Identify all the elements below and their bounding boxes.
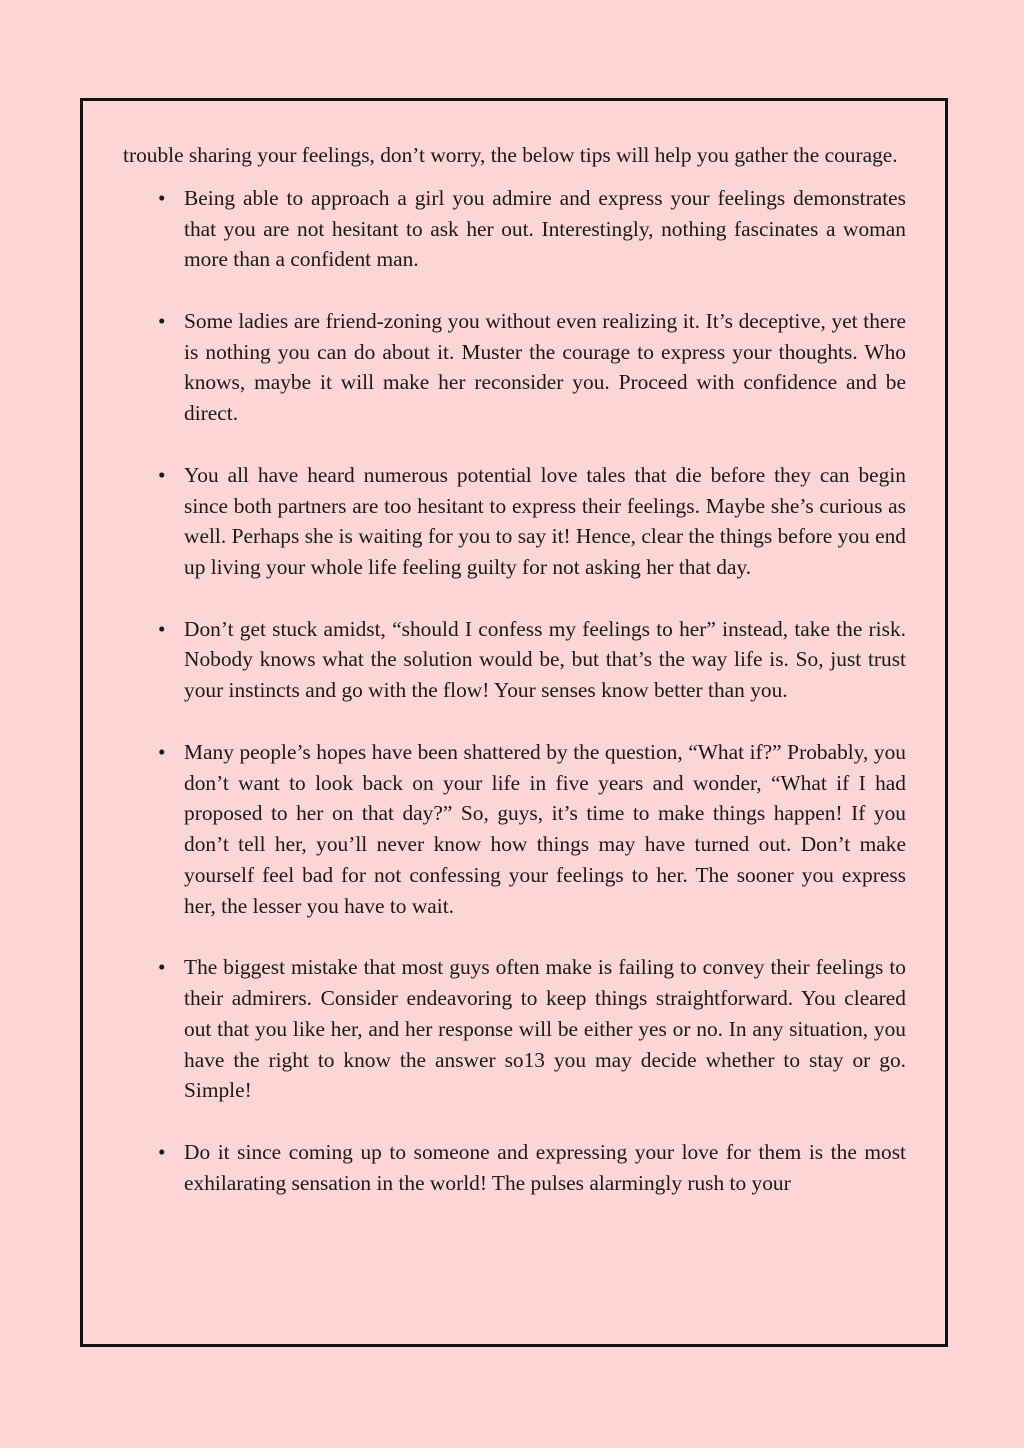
- tip-text: Many people’s hopes have been shattered by the question, “What if?” Probably, you don’t want to look back on your life in five years and wonder, “What if I had proposed to her on that day?” So, guys, it’s time to make things happen! If you don’t tell her, you’ll never know how things may have turned out. Don’t make yourself feel bad for not confessing your feelings to her. The sooner you express her, the lesser you have to wait.: [184, 739, 906, 918]
- bullet-icon: •: [158, 955, 166, 980]
- bullet-icon: •: [158, 462, 166, 487]
- intro-paragraph: trouble sharing your feelings, don’t worry, the below tips will help you gather the courage.: [123, 143, 898, 167]
- tip-text: Being able to approach a girl you admire and express your feelings demonstrates that you are not hesitant to ask her out. Interestingly, nothing fascinates a woman more than a confident man.: [184, 185, 906, 272]
- list-item: [123, 737, 906, 922]
- tips-list: [123, 183, 906, 1199]
- list-item: [123, 306, 906, 429]
- tip-text: You all have heard numerous potential love tales that die before they can begin since both partners are too hesitant to express their feelings. Maybe she’s curious as well. Perhaps she is waiting for you to say it! Hence, clear the things before you end up living your whole life feeling guilty for not asking her that day.: [184, 462, 906, 580]
- bullet-icon: •: [158, 616, 166, 641]
- bullet-icon: •: [158, 185, 166, 210]
- bullet-icon: •: [158, 308, 166, 333]
- document-body: [123, 140, 906, 1229]
- tip-text: Don’t get stuck amidst, “should I confess my feelings to her” instead, take the risk. Nobody knows what the solution would be, but that’s the way life is. So, just trust your instincts and go with the flow! Your senses know better than you.: [184, 616, 906, 703]
- tip-text: Some ladies are friend-zoning you without even realizing it. It’s deceptive, yet there is nothing you can do about it. Muster the courage to express your thoughts. Who knows, maybe it will make her reconsider you. Proceed with confidence and be direct.: [184, 308, 906, 426]
- list-item: [123, 183, 906, 275]
- tip-text: Do it since coming up to someone and expressing your love for them is the most exhilarating sensation in the world! The pulses alarmingly rush to your: [184, 1139, 906, 1195]
- list-item: [123, 460, 906, 583]
- list-item: [123, 614, 906, 706]
- list-item: [123, 1137, 906, 1199]
- bullet-icon: •: [158, 739, 166, 764]
- bullet-icon: •: [158, 1139, 166, 1164]
- tip-text: The biggest mistake that most guys often make is failing to convey their feelings to their admirers. Consider endeavoring to keep things straightforward. You cleared out that you like her, and her response will be either yes or no. In any situation, you have the right to know the answer so13 you may decide whether to stay or go. Simple!: [184, 955, 906, 1103]
- list-item: [123, 952, 906, 1106]
